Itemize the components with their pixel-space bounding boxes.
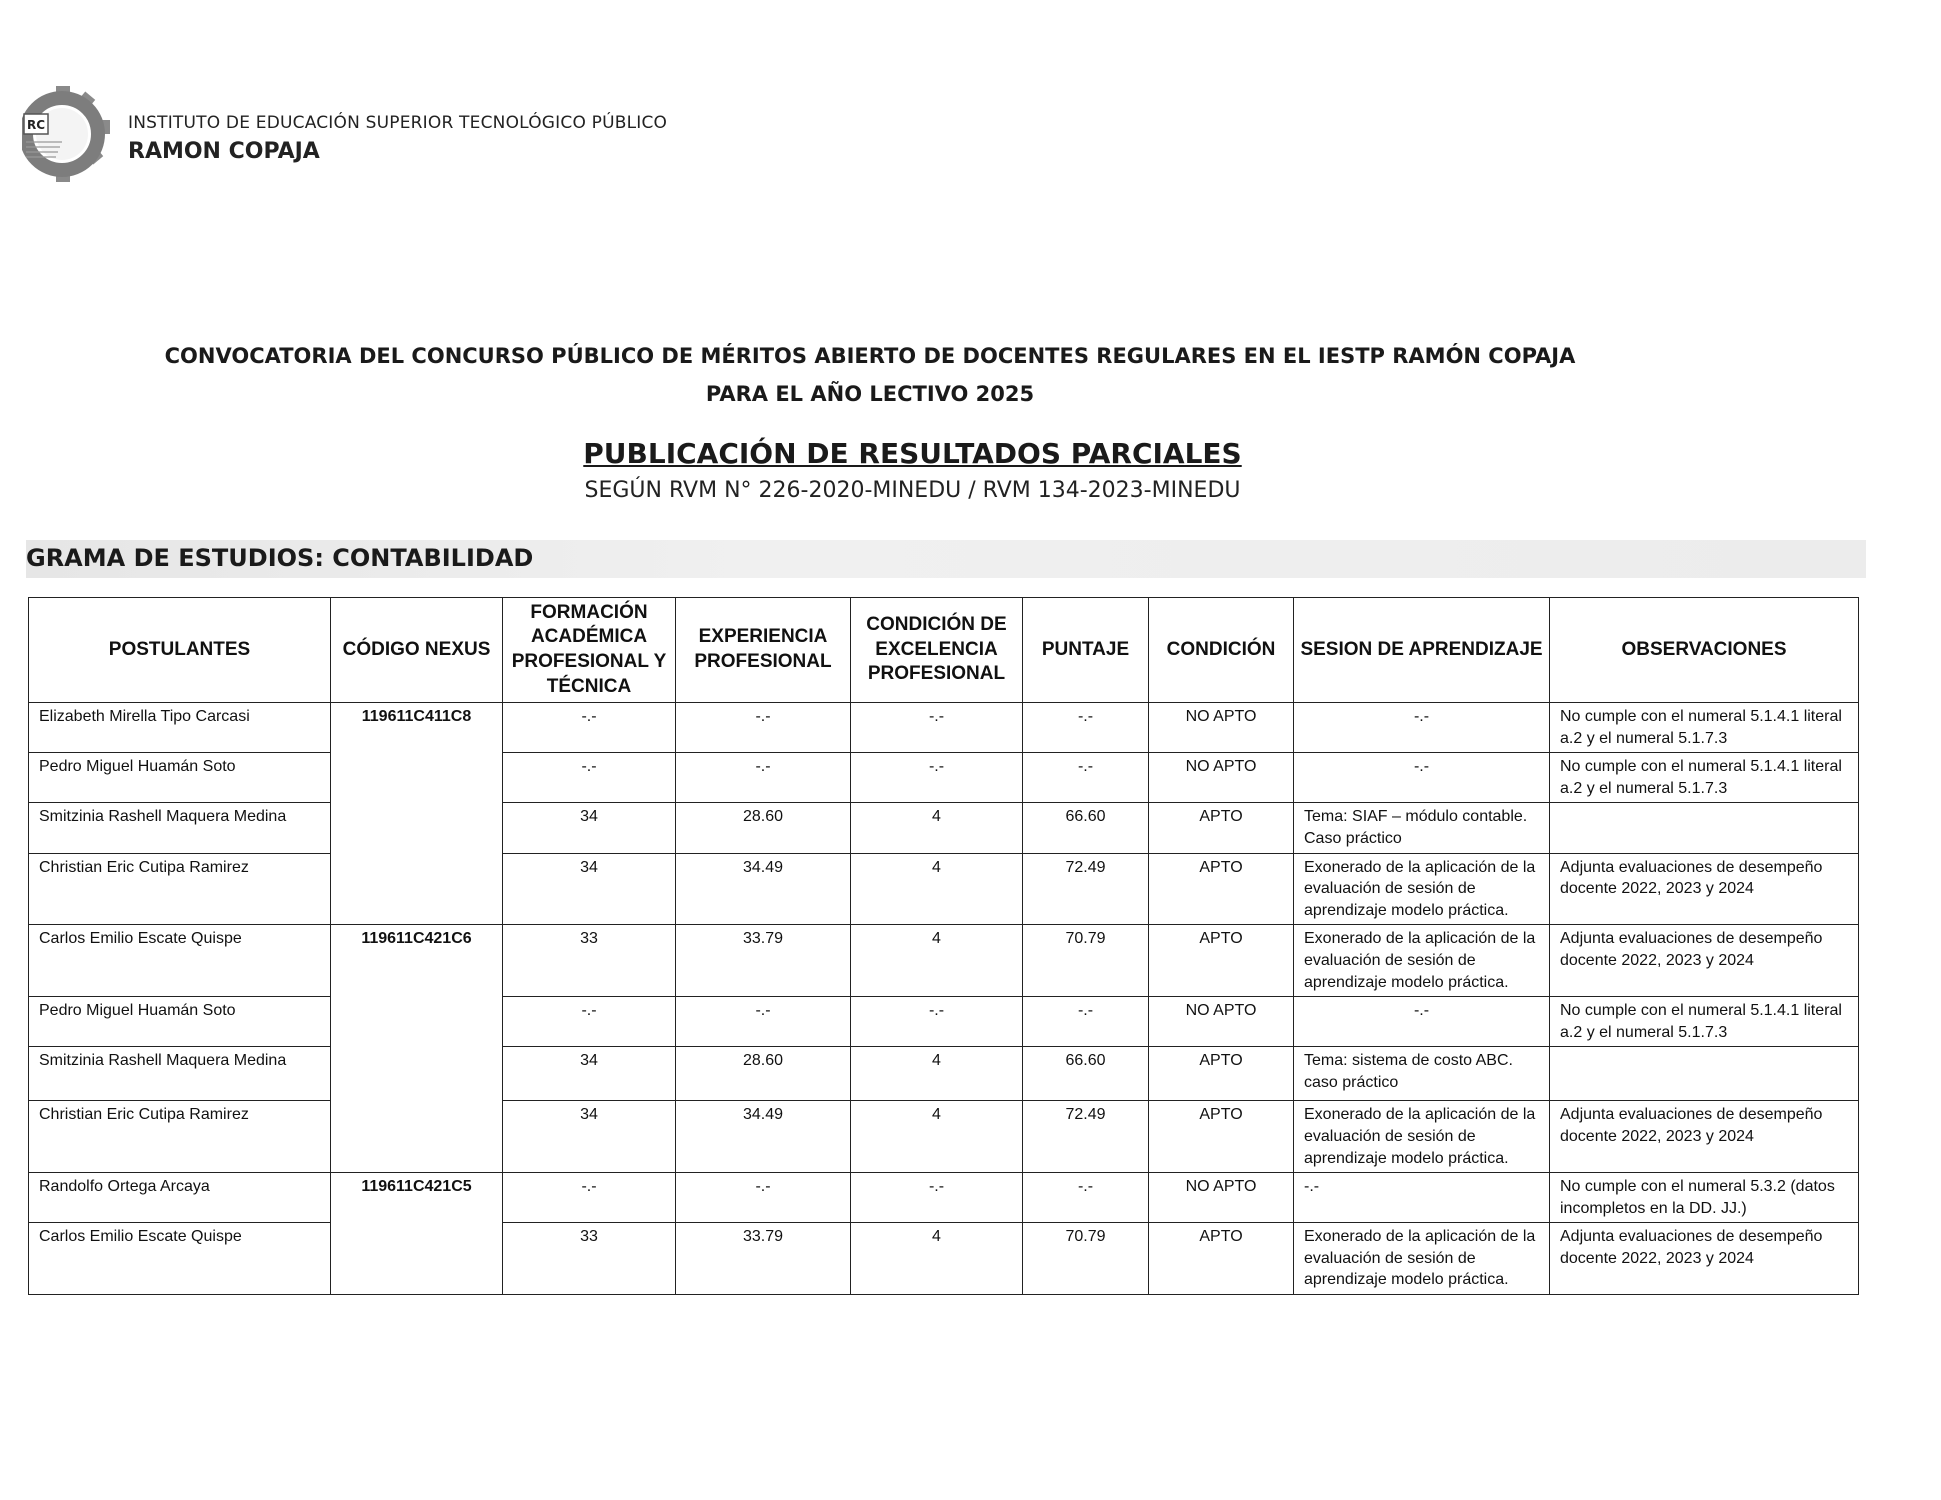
nexus-code: 119611C411C8 — [331, 703, 503, 925]
experiencia-score: 33.79 — [676, 925, 851, 997]
sesion-aprendizaje: -.- — [1294, 1173, 1550, 1223]
applicant-name: Smitzinia Rashell Maquera Medina — [29, 1047, 331, 1101]
condicion-status: APTO — [1149, 1101, 1294, 1173]
excelencia-score: -.- — [851, 703, 1023, 753]
table-row — [29, 753, 1859, 803]
experiencia-score: 33.79 — [676, 1223, 851, 1295]
observaciones — [1550, 1047, 1859, 1101]
table-row — [29, 1173, 1859, 1223]
condicion-status: APTO — [1149, 1047, 1294, 1101]
condicion-status: NO APTO — [1149, 753, 1294, 803]
applicant-name: Christian Eric Cutipa Ramirez — [29, 1101, 331, 1173]
table-row — [29, 925, 1859, 997]
table-header-row — [29, 598, 1859, 703]
puntaje-score: -.- — [1023, 703, 1149, 753]
column-header-sesion: SESION DE APRENDIZAJE — [1294, 598, 1550, 703]
formacion-score: -.- — [503, 997, 676, 1047]
table-row — [29, 1047, 1859, 1101]
program-heading: GRAMA DE ESTUDIOS: CONTABILIDAD — [26, 544, 534, 572]
nexus-code: 119611C421C5 — [331, 1173, 503, 1295]
institution-name-line1: INSTITUTO DE EDUCACIÓN SUPERIOR TECNOLÓGICO PÚBLICO — [128, 113, 668, 133]
excelencia-score: -.- — [851, 997, 1023, 1047]
sesion-aprendizaje: -.- — [1294, 997, 1550, 1047]
convocatoria-title-line1: CONVOCATORIA DEL CONCURSO PÚBLICO DE MÉRITOS ABIERTO DE DOCENTES REGULARES EN EL IESTP RAMÓN COPAJA — [164, 344, 1576, 368]
column-header-codigo-nexus: CÓDIGO NEXUS — [331, 598, 503, 703]
experiencia-score: -.- — [676, 997, 851, 1047]
formacion-score: 34 — [503, 853, 676, 925]
excelencia-score: 4 — [851, 1223, 1023, 1295]
puntaje-score: -.- — [1023, 1173, 1149, 1223]
table-row — [29, 703, 1859, 753]
institution-logo — [22, 86, 114, 182]
puntaje-score: -.- — [1023, 997, 1149, 1047]
excelencia-score: 4 — [851, 853, 1023, 925]
sesion-aprendizaje: -.- — [1294, 753, 1550, 803]
sesion-aprendizaje: Exonerado de la aplicación de la evaluación de sesión de aprendizaje modelo práctica. — [1294, 1223, 1550, 1295]
applicant-name: Christian Eric Cutipa Ramirez — [29, 853, 331, 925]
publication-title: PUBLICACIÓN DE RESULTADOS PARCIALES — [583, 437, 1242, 470]
observaciones: No cumple con el numeral 5.1.4.1 literal a.2 y el numeral 5.1.7.3 — [1550, 997, 1859, 1047]
applicant-name: Carlos Emilio Escate Quispe — [29, 1223, 331, 1295]
institution-name-line2: RAMON COPAJA — [128, 139, 320, 164]
column-header-postulantes: POSTULANTES — [29, 598, 331, 703]
formacion-score: -.- — [503, 753, 676, 803]
formacion-score: -.- — [503, 703, 676, 753]
puntaje-score: -.- — [1023, 753, 1149, 803]
nexus-code: 119611C421C6 — [331, 925, 503, 1173]
experiencia-score: 28.60 — [676, 1047, 851, 1101]
applicant-name: Pedro Miguel Huamán Soto — [29, 997, 331, 1047]
formacion-score: 34 — [503, 803, 676, 853]
sesion-aprendizaje: Exonerado de la aplicación de la evaluación de sesión de aprendizaje modelo práctica. — [1294, 853, 1550, 925]
observaciones: Adjunta evaluaciones de desempeño docente 2022, 2023 y 2024 — [1550, 1223, 1859, 1295]
table-row — [29, 1101, 1859, 1173]
puntaje-score: 66.60 — [1023, 1047, 1149, 1101]
experiencia-score: 34.49 — [676, 1101, 851, 1173]
publication-subtitle: SEGÚN RVM N° 226-2020-MINEDU / RVM 134-2023-MINEDU — [584, 478, 1241, 503]
table-row — [29, 997, 1859, 1047]
observaciones: No cumple con el numeral 5.1.4.1 literal a.2 y el numeral 5.1.7.3 — [1550, 703, 1859, 753]
observaciones: Adjunta evaluaciones de desempeño docente 2022, 2023 y 2024 — [1550, 1101, 1859, 1173]
formacion-score: 34 — [503, 1101, 676, 1173]
condicion-status: NO APTO — [1149, 1173, 1294, 1223]
puntaje-score: 66.60 — [1023, 803, 1149, 853]
condicion-status: NO APTO — [1149, 703, 1294, 753]
condicion-status: NO APTO — [1149, 997, 1294, 1047]
applicant-name: Carlos Emilio Escate Quispe — [29, 925, 331, 997]
experiencia-score: -.- — [676, 1173, 851, 1223]
formacion-score: 34 — [503, 1047, 676, 1101]
sesion-aprendizaje: Tema: sistema de costo ABC. caso práctico — [1294, 1047, 1550, 1101]
condicion-status: APTO — [1149, 853, 1294, 925]
formacion-score: 33 — [503, 1223, 676, 1295]
puntaje-score: 70.79 — [1023, 1223, 1149, 1295]
sesion-aprendizaje: -.- — [1294, 703, 1550, 753]
puntaje-score: 72.49 — [1023, 1101, 1149, 1173]
column-header-condicion: CONDICIÓN — [1149, 598, 1294, 703]
table-row — [29, 1223, 1859, 1295]
column-header-puntaje: PUNTAJE — [1023, 598, 1149, 703]
excelencia-score: 4 — [851, 1047, 1023, 1101]
condicion-status: APTO — [1149, 803, 1294, 853]
experiencia-score: -.- — [676, 703, 851, 753]
applicant-name: Pedro Miguel Huamán Soto — [29, 753, 331, 803]
excelencia-score: 4 — [851, 803, 1023, 853]
column-header-formacion: FORMACIÓN ACADÉMICA PROFESIONAL Y TÉCNICA — [503, 598, 676, 703]
svg-text:RC: RC — [26, 118, 46, 132]
observaciones: Adjunta evaluaciones de desempeño docente 2022, 2023 y 2024 — [1550, 853, 1859, 925]
excelencia-score: 4 — [851, 1101, 1023, 1173]
experiencia-score: 28.60 — [676, 803, 851, 853]
excelencia-score: -.- — [851, 1173, 1023, 1223]
column-header-excelencia: CONDICIÓN DE EXCELENCIA PROFESIONAL — [851, 598, 1023, 703]
formacion-score: -.- — [503, 1173, 676, 1223]
column-header-observaciones: OBSERVACIONES — [1550, 598, 1859, 703]
column-header-experiencia: EXPERIENCIA PROFESIONAL — [676, 598, 851, 703]
applicant-name: Smitzinia Rashell Maquera Medina — [29, 803, 331, 853]
puntaje-score: 70.79 — [1023, 925, 1149, 997]
condicion-status: APTO — [1149, 1223, 1294, 1295]
formacion-score: 33 — [503, 925, 676, 997]
observaciones: No cumple con el numeral 5.3.2 (datos incompletos en la DD. JJ.) — [1550, 1173, 1859, 1223]
table-row — [29, 803, 1859, 853]
observaciones: Adjunta evaluaciones de desempeño docente 2022, 2023 y 2024 — [1550, 925, 1859, 997]
sesion-aprendizaje: Tema: SIAF – módulo contable. Caso práctico — [1294, 803, 1550, 853]
excelencia-score: -.- — [851, 753, 1023, 803]
sesion-aprendizaje: Exonerado de la aplicación de la evaluación de sesión de aprendizaje modelo práctica. — [1294, 925, 1550, 997]
puntaje-score: 72.49 — [1023, 853, 1149, 925]
convocatoria-title-line2: PARA EL AÑO LECTIVO 2025 — [705, 382, 1035, 406]
excelencia-score: 4 — [851, 925, 1023, 997]
observaciones — [1550, 803, 1859, 853]
condicion-status: APTO — [1149, 925, 1294, 997]
applicant-name: Randolfo Ortega Arcaya — [29, 1173, 331, 1223]
experiencia-score: -.- — [676, 753, 851, 803]
observaciones: No cumple con el numeral 5.1.4.1 literal a.2 y el numeral 5.1.7.3 — [1550, 753, 1859, 803]
results-table — [28, 597, 1859, 1295]
sesion-aprendizaje: Exonerado de la aplicación de la evaluación de sesión de aprendizaje modelo práctica. — [1294, 1101, 1550, 1173]
applicant-name: Elizabeth Mirella Tipo Carcasi — [29, 703, 331, 753]
experiencia-score: 34.49 — [676, 853, 851, 925]
table-row — [29, 853, 1859, 925]
